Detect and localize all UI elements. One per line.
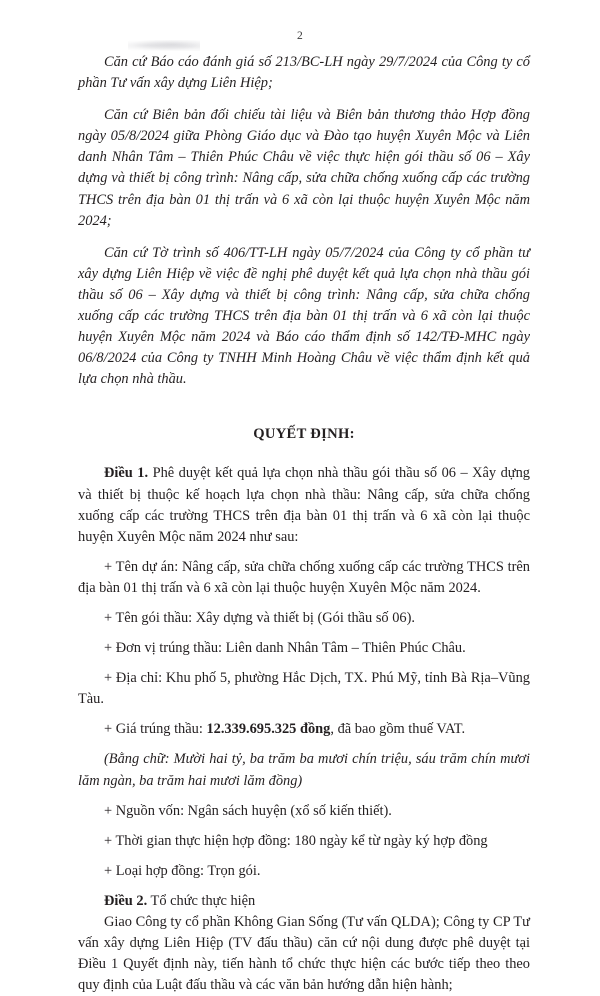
article-2-heading (78, 891, 530, 912)
bullet-package-name: + Tên gói thầu: Xây dựng và thiết bị (Gói thầu số 06). (104, 609, 416, 626)
bullet-winning-contractor: + Đơn vị trúng thầu: Liên danh Nhân Tâm – Thiên Phúc Châu. (104, 640, 466, 657)
article-2-label: Điều 2. (104, 892, 148, 909)
article-2-paragraph: Giao Công ty cổ phần Không Gian Sống (Tư vấn QLDA); Công ty CP Tư vấn xây dựng Liên Hiệp (TV đấu thầu) căn cứ nội dung được phê duyệt tại Điều 1 Quyết định này, tiến hành tổ chức thực hiện các bước tiếp theo theo quy định của Luật đấu thầu và các văn bản hướng dẫn hiện hành; (78, 914, 530, 994)
winning-price-prefix: + Giá trúng thầu: (104, 721, 207, 738)
winning-price-amount: 12.339.695.325 đồng (206, 721, 331, 738)
recital-paragraph-2: Căn cứ Biên bản đối chiếu tài liệu và Biên bản thương thảo Hợp đồng ngày 05/8/2024 giữa Phòng Giáo dục và Đào tạo huyện Xuyên Mộc và Liên danh Nhân Tâm – Thiên Phúc Châu về việc thực hiện gói thầu số 06 – Xây dựng và thiết bị công trình: Nâng cấp, sửa chữa chống xuống cấp các trường THCS trên địa bàn 01 thị trấn và 6 xã còn lại thuộc huyện Xuyên Mộc năm 2024; (78, 107, 530, 229)
bullet-funding-source: + Nguồn vốn: Ngân sách huyện (xổ số kiến thiết). (104, 802, 392, 819)
decision-heading: QUYẾT ĐỊNH: (253, 426, 355, 443)
winning-price-suffix: , đã bao gồm thuế VAT. (330, 721, 466, 738)
article-1-label: Điều 1. (104, 465, 149, 482)
article-1-body: Phê duyệt kết quả lựa chọn nhà thầu gói thầu số 06 – Xây dựng và thiết bị thuộc kế hoạch lựa chọn nhà thầu: Nâng cấp, sửa chữa chống xuống cấp các trường THCS trên địa bàn 01 thị trấn và 6 xã còn lại thuộc huyện Xuyên Mộc năm 2024 như sau: (78, 465, 530, 545)
bullet-address: + Địa chỉ: Khu phố 5, phường Hắc Dịch, TX. Phú Mỹ, tỉnh Bà Rịa–Vũng Tàu. (78, 670, 530, 708)
bullet-contract-type: + Loại hợp đồng: Trọn gói. (104, 862, 261, 879)
recital-paragraph-3: Căn cứ Tờ trình số 406/TT-LH ngày 05/7/2024 của Công ty cổ phần tư xây dựng Liên Hiệp về việc đề nghị phê duyệt kết quả lựa chọn nhà thầu gói thầu số 06 – Xây dựng và thiết bị công trình: Nâng cấp, sửa chữa chống xuống cấp các trường THCS trên địa bàn 01 thị trấn và 6 xã còn lại thuộc huyện Xuyên Mộc năm 2024 và Báo cáo thẩm định số 142/TĐ-MHC ngày 06/8/2024 của Công ty TNHH Minh Hoàng Châu về việc thẩm định kết quả lựa chọn nhà thầu. (78, 244, 530, 388)
document-body (78, 52, 530, 996)
recital-paragraph-1: Căn cứ Báo cáo đánh giá số 213/BC-LH ngày 29/7/2024 của Công ty cổ phần Tư vấn xây dựng Liên Hiệp; (78, 54, 530, 92)
bullet-winning-price (78, 719, 530, 740)
bullet-contract-duration: + Thời gian thực hiện hợp đồng: 180 ngày kể từ ngày ký hợp đồng (104, 832, 488, 849)
amount-in-words: (Bằng chữ: Mười hai tỷ, ba trăm ba mươi chín triệu, sáu trăm chín mươi lăm ngàn, ba trăm hai mươi lăm đồng) (78, 751, 530, 789)
article-2-title: Tổ chức thực hiện (147, 892, 256, 909)
page-number: 2 (297, 30, 303, 42)
article-1-paragraph (78, 463, 530, 547)
bullet-project-name: + Tên dự án: Nâng cấp, sửa chữa chống xuống cấp các trường THCS trên địa bàn 01 thị trấn và 6 xã còn lại thuộc huyện Xuyên Mộc năm 2024. (78, 558, 530, 596)
